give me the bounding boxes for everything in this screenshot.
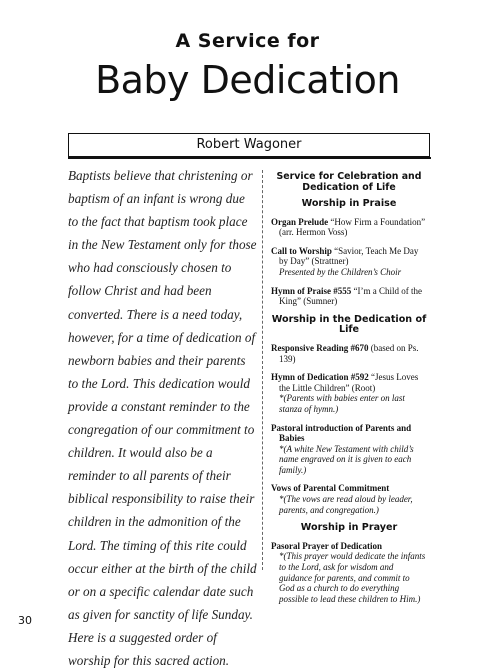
item-note: *(The vows are read aloud by leader, parents, and congregation.) — [279, 494, 413, 515]
intro-paragraph: Baptists believe that christening or baptism of an infant is wrong due to the fact that baptism took place in the New Testament only for those who had consciously chosen to follow Christ and had been converted. There is a need today, however, for a time of dedication of newborn babies and their parents to the Lord. This dedication would provide a constant reminder to the congregation of our commitment to children. It would also be a reminder to all parents of their biblical responsibility to raise their children in the admonition of the Lord. The timing of this rite could occur either at the birth of the child or on a specific calendar date such as given for sanctity of life Sunday. Here is a suggested order of worship for this sacred action. — [68, 168, 257, 668]
item-title: Pastoral introduction of Parents and Babies — [271, 422, 412, 444]
item-note: *(Parents with babies enter on last stanza of hymn.) — [279, 393, 405, 414]
service-item — [271, 343, 427, 364]
service-item — [271, 217, 427, 238]
item-title: Call to Worship — [271, 245, 332, 256]
item-text: “I’m a Child of the King” (Sumner) — [279, 285, 422, 307]
author-byline: Robert Wagoner — [68, 133, 430, 157]
page-title: Baby Dedication — [95, 58, 400, 102]
order-title-line-2: Dedication of Life — [302, 181, 396, 193]
order-title-line-1: Service for Celebration and — [276, 171, 422, 182]
title-kicker: A Service for — [175, 30, 320, 52]
item-note: *(A white New Testament with child’s name engraved on it is given to each family.) — [279, 443, 414, 475]
item-text: “Jesus Loves the Little Children” (Root) — [279, 372, 419, 393]
service-item — [271, 286, 427, 307]
item-title: Hymn of Praise #555 — [271, 285, 352, 296]
order-title — [271, 172, 427, 193]
byline-rule — [68, 157, 431, 159]
page-number: 30 — [18, 614, 32, 627]
service-item — [271, 541, 427, 605]
item-title: Hymn of Dedication #592 — [271, 372, 369, 383]
service-item — [271, 246, 427, 278]
item-title: Pasoral Prayer of Dedication — [271, 540, 383, 551]
item-title: Organ Prelude — [271, 216, 329, 227]
column-divider — [262, 170, 263, 570]
item-text: “Savior, Teach Me Day by Day” (Strattner) — [279, 245, 419, 267]
item-title: Responsive Reading #670 — [271, 342, 369, 353]
item-note: *(This prayer would dedicate the infants to the Lord, ask for wisdom and guidance for parents, and commit to God as a church to do everything possible to lead these children to Him.) — [279, 551, 426, 604]
section-heading: Worship in Praise — [301, 198, 397, 209]
item-text: (based on Ps. 139) — [279, 342, 419, 364]
service-item — [271, 423, 427, 476]
service-item — [271, 372, 427, 414]
service-item — [271, 483, 427, 515]
section-heading: Worship in Prayer — [300, 522, 398, 534]
item-text: “How Firm a Foundation” (arr. Hermon Voss) — [279, 216, 426, 238]
item-title: Vows of Parental Commitment — [271, 483, 390, 494]
item-note: Presented by the Children’s Choir — [279, 266, 402, 277]
order-of-service — [271, 172, 427, 612]
section-heading: Worship in the Dedication of Life — [271, 313, 427, 336]
